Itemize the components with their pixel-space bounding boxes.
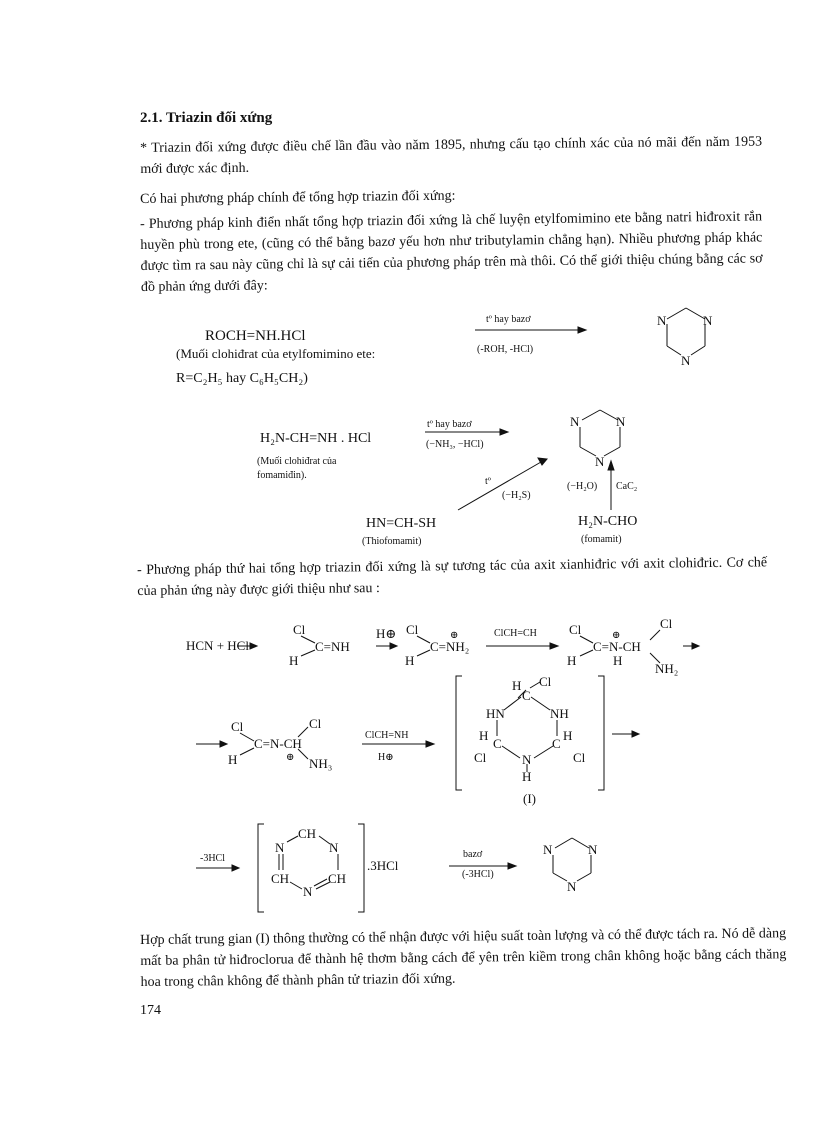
ring1-n-left: N (657, 313, 667, 328)
mech-cl-1: Cl (293, 622, 306, 637)
mech-plus-3: ⊕ (286, 752, 295, 763)
ring-i-h-bottom: H (522, 769, 532, 784)
mech-imine-1: C=NH (315, 639, 350, 654)
formamide-note: (fomamit) (581, 534, 622, 545)
ring-salt-n-right: N (329, 840, 339, 855)
formamide: H₂N-CHO (578, 514, 638, 529)
methods-count-paragraph: Có hai phương pháp chính để tổng hợp triazin đối xứng: (140, 188, 456, 207)
scheme1-reactant: ROCH=NH.HCl (205, 328, 306, 344)
formamide-cond1: (−H₂O) (567, 481, 598, 492)
ring1-n-bottom: N (681, 353, 691, 368)
scheme1-reactant-note: (Muối clohiđrat của etylfomimino ete: (176, 346, 376, 361)
mech-cl-3: Cl (569, 622, 582, 637)
page-number: 174 (140, 1003, 161, 1018)
mech-nh3: NH₃ (309, 756, 333, 771)
scheme2-cond-below: (−NH₃, −HCl) (426, 439, 484, 450)
mech-cl-4: Cl (660, 616, 673, 631)
mech-cl-5: Cl (231, 719, 244, 734)
thioformamide: HN=CH-SH (366, 516, 437, 531)
ring-salt-n-bottom: N (303, 884, 313, 899)
ring-i-nh: NH (550, 706, 569, 721)
scheme1-reactant-r: R=C₂H₅ hay C₆H₅CH₂) (176, 371, 308, 386)
mech-final-cond-above: bazơ (463, 849, 483, 860)
mech-reagent3b: H⊕ (378, 752, 394, 763)
ring1-n-right: N (703, 313, 713, 328)
thioformamide-note: (Thiofomamit) (362, 536, 422, 547)
ring2-n-right: N (616, 414, 626, 429)
mech-reagent3: ClCH=NH (365, 730, 409, 741)
mech-plus-2: ⊕ (612, 630, 621, 641)
intermediate-label: (I) (523, 791, 536, 806)
thio-cond-below: (−H₂S) (502, 490, 531, 501)
ring-salt-n-left: N (275, 840, 285, 855)
scheme1-cond-above: tº hay bazơ (486, 314, 531, 325)
mech-reagent1: H⊕ (376, 626, 397, 641)
mech-reagent2: ClCH=CH (494, 628, 537, 639)
ring-i-cl-left: Cl (474, 750, 487, 765)
ring-i-cl-right: Cl (573, 750, 586, 765)
ring3-n-bottom: N (567, 879, 577, 894)
ring-i-h-right: H (563, 728, 573, 743)
ring-i-c-top: C (522, 688, 531, 703)
ring-salt-ch-top: CH (298, 826, 317, 841)
mech-h-3: H (567, 653, 577, 668)
formamide-cond2: CaC₂ (616, 481, 638, 492)
ring-i-h-left: H (479, 728, 489, 743)
ring2-n-bottom: N (595, 454, 605, 469)
ring3-n-right: N (588, 842, 598, 857)
ring-salt-ch-left: CH (271, 871, 290, 886)
ring-i-n-bottom: N (522, 752, 532, 767)
scheme1-cond-below: (-ROH, -HCl) (477, 344, 534, 355)
mech-start: HCN + HCl (186, 638, 249, 653)
mech-h-1: H (289, 653, 299, 668)
ring3-n-left: N (543, 842, 553, 857)
mech-salt-suffix: .3HCl (367, 858, 399, 873)
ring-i-c-right: C (552, 736, 561, 751)
ring-i-hn: HN (486, 706, 505, 721)
ring-i-h-top: H (512, 678, 522, 693)
mech-prefix-hcl: -3HCl (200, 853, 225, 864)
mech-adduct-2: C=N-CH (254, 736, 302, 751)
mech-nh2-1: NH₂ (655, 661, 679, 676)
mech-h-5: H (228, 752, 238, 767)
mech-cl-6: Cl (309, 716, 322, 731)
mech-h-4: H (613, 653, 623, 668)
ring-i-cl-top: Cl (539, 674, 552, 689)
ring-salt-ch-right: CH (328, 871, 347, 886)
method1-paragraph: - Phương pháp kinh điển nhất tổng hợp triazin đối xứng là chế luyện etylfomimino ete bằng natri hiđroxit rắn huyền phù trong ete, (cũng có thể bằng bazơ yếu hơn như tributylamin chẳng hạn). Nhiều phương pháp khác được tìm ra sau này cũng chỉ là sự cải tiến của phương pháp trên mà thôi. Có thể giới thiệu chúng bằng các sơ đồ phản ứng dưới đây: (140, 209, 763, 295)
thio-cond-t: tº (485, 476, 491, 487)
section-heading: 2.1. Triazin đối xứng (140, 110, 273, 126)
scheme2-cond-above: tº hay bazơ (427, 419, 472, 430)
ring-i-c-left: C (493, 736, 502, 751)
mech-cl-2: Cl (406, 622, 419, 637)
method2-paragraph: - Phương pháp thứ hai tổng hợp triazin đối xứng là sự tương tác của axit xianhiđric với axit clohiđric. Cơ chế của phản ứng này được giới thiệu như sau : (137, 555, 768, 599)
mech-iminium: C=NH₂ (430, 639, 470, 654)
mech-h-2: H (405, 653, 415, 668)
conclusion-paragraph: Hợp chất trung gian (I) thông thường có thể nhận được với hiệu suất toàn lượng và có thể được tách ra. Nó dễ dàng mất ba phân tử hiđroclorua để thành hệ thơm bằng cách để yên trên kiềm trong chân không hoặc bằng cách thăng hoa trong chân không để thành phân tử triazin đối xứng. (140, 926, 787, 990)
scheme2-reactant: H₂N-CH=NH . HCl (260, 431, 372, 446)
scheme2-note1: (Muối clohiđrat của (257, 456, 337, 467)
mech-adduct: C=N-CH (593, 639, 641, 654)
scheme2-note2: fomamiđin). (257, 470, 307, 481)
ring2-n-left: N (570, 414, 580, 429)
intro-paragraph: * Triazin đối xứng được điều chế lần đầu vào năm 1895, nhưng cấu tạo chính xác của nó mãi đến năm 1953 mới được xác định. (140, 134, 763, 177)
mech-final-cond-below: (-3HCl) (462, 869, 494, 880)
mech-plus-1: ⊕ (450, 630, 459, 641)
